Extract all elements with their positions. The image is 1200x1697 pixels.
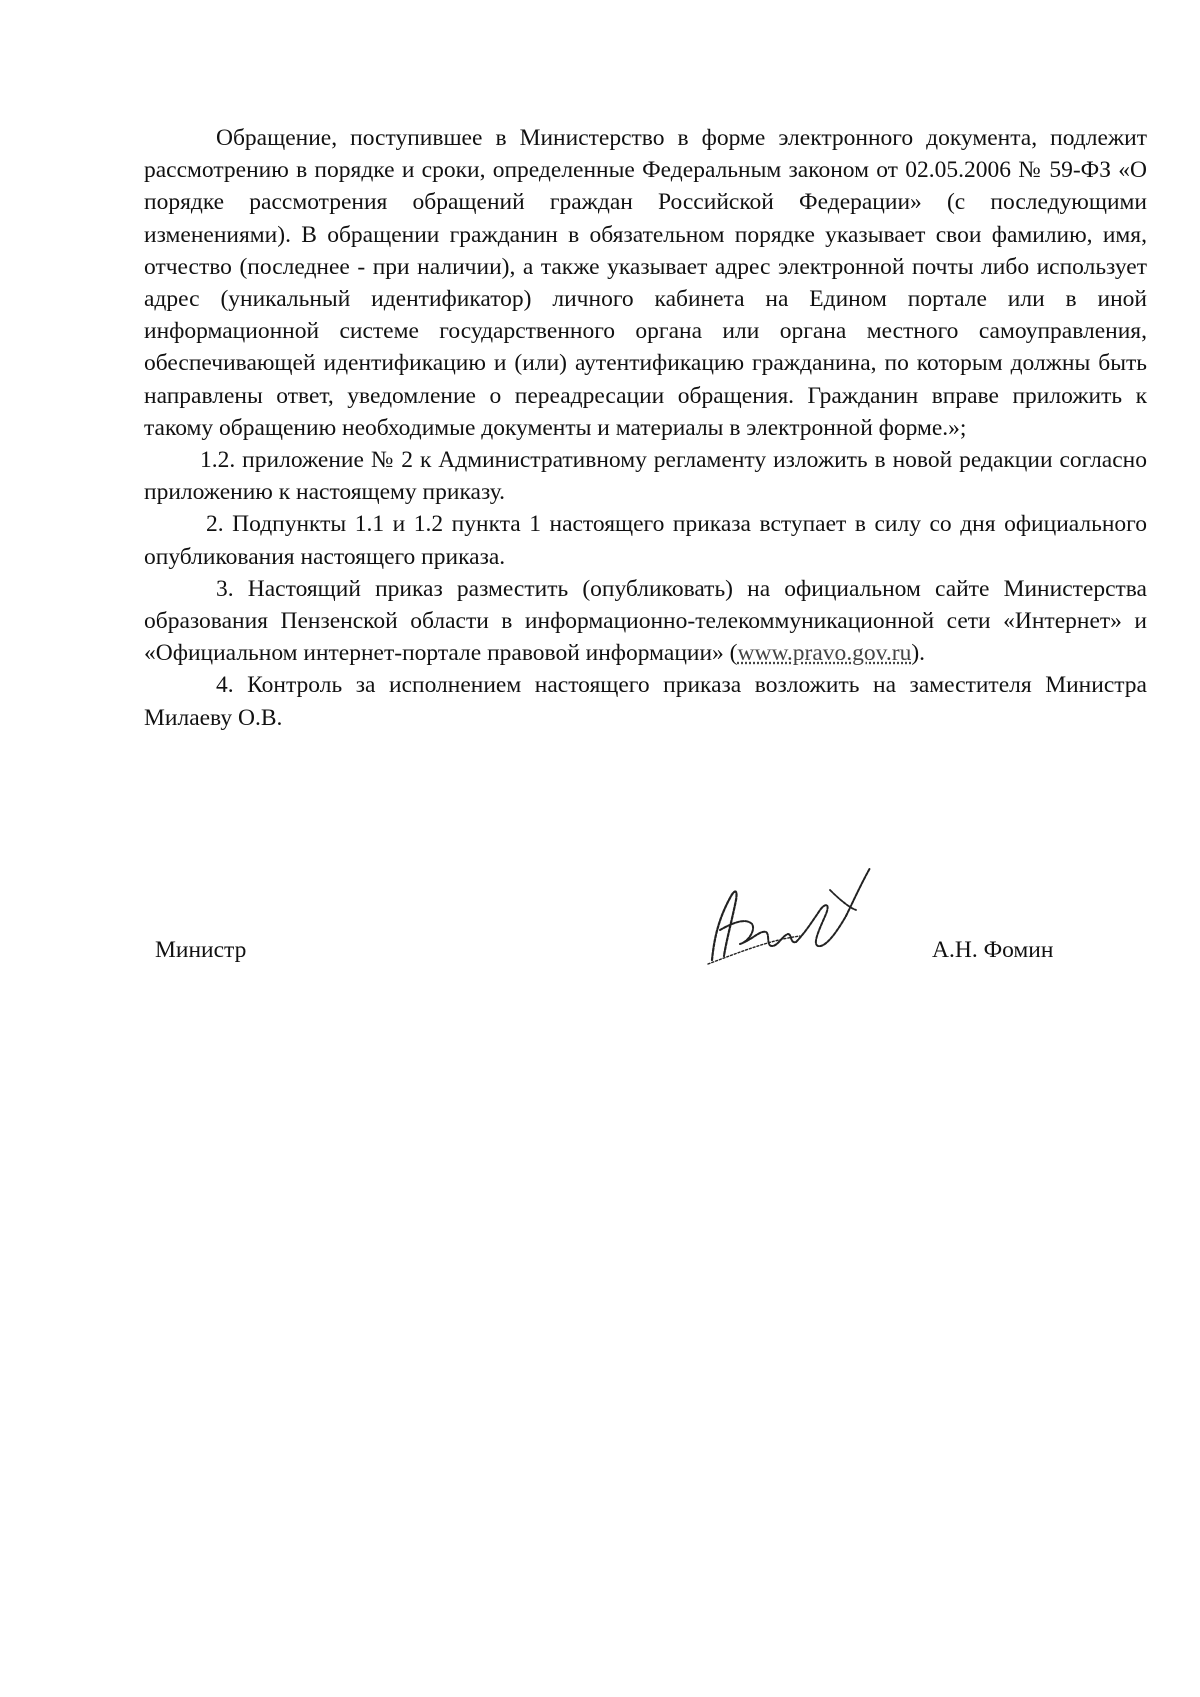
paragraph-item-3-text: 3. Настоящий приказ разместить (опубликовать) на официальном сайте Министерства образования Пензенской области в информационно-телекоммуникационной сети «Интернет» и «Официальном интернет-портале правовой информации» (	[144, 575, 1147, 667]
paragraph-item-1-2: 1.2. приложение № 2 к Административному регламенту изложить в новой редакции согласно приложению к настоящему приказу.	[144, 447, 1147, 506]
paragraph-appeal-procedure: Обращение, поступившее в Министерство в форме электронного документа, подлежит рассмотрению в порядке и сроки, определенные Федеральным законом от 02.05.2006 № 59-ФЗ «О порядке рассмотрения обращений граждан Российской Федерации» (с последующими изменениями). В обращении гражданин в обязательном порядке указывает свои фамилию, имя, отчество (последнее - при наличии), а также указывает адрес электронной почты либо использует адрес (уникальный идентификатор) личного кабинета на Едином портале или в иной информационной системе государственного органа или органа местного самоуправления, обеспечивающей идентификацию и (или) аутентификацию гражданина, по которым должны быть направлены ответ, уведомление о переадресации обращения. Гражданин вправе приложить к такому обращению необходимые документы и материалы в электронной форме.»;	[144, 125, 1147, 441]
paragraph-item-3	[144, 573, 1147, 670]
pravo-gov-link[interactable]: www.pravo.gov.ru	[737, 640, 912, 667]
handwritten-signature	[700, 860, 890, 970]
signer-title: Министр	[155, 937, 247, 963]
document-body	[144, 122, 1147, 734]
signature-block	[0, 860, 1200, 980]
signer-name: А.Н. Фомин	[932, 937, 1054, 963]
paragraph-item-4: 4. Контроль за исполнением настоящего приказа возложить на заместителя Министра Милаеву О.В.	[144, 672, 1147, 731]
paragraph-item-2: 2. Подпункты 1.1 и 1.2 пункта 1 настоящего приказа вступает в силу со дня официального опубликования настоящего приказа.	[144, 511, 1147, 570]
paragraph-item-3-end: ).	[911, 640, 926, 667]
